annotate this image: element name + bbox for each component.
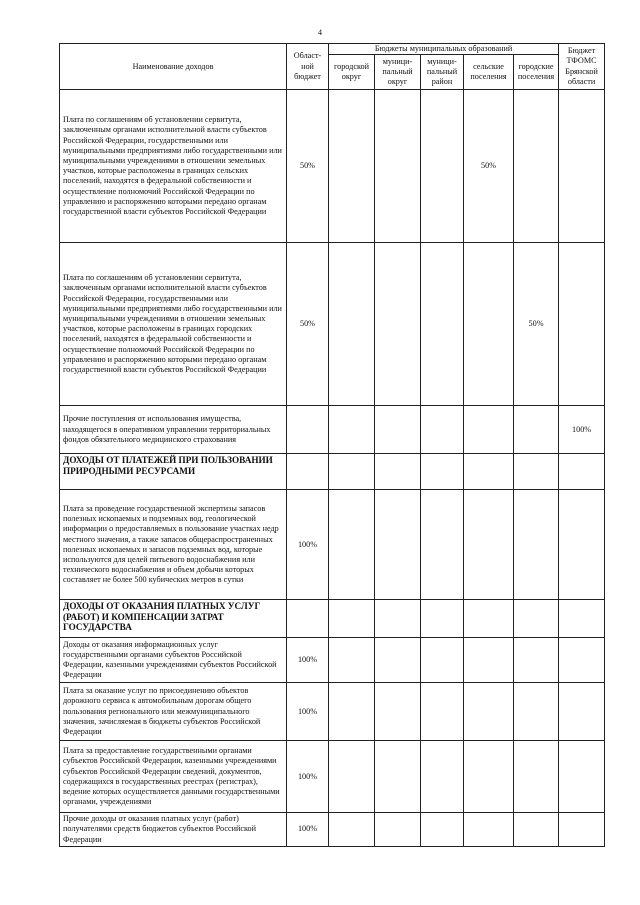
section-row xyxy=(60,600,605,638)
share-cell xyxy=(421,813,464,847)
share-cell: 50% xyxy=(287,243,329,406)
share-cell xyxy=(514,741,559,813)
revenue-name-cell: Плата за проведение государственной экспертизы запасов полезных ископаемых и подземных вод, геологической информации о предоставляемых в пользование участках недр местного значения, а также запасов общераспространенных полезных ископаемых и запасов подземных вод, которые используются для целей питьевого водоснабжения или технического водоснабжения и объем добычи которых составляет не более 500 кубических метров в сутки xyxy=(60,490,287,600)
revenue-name-cell: Прочие доходы от оказания платных услуг (работ) получателями средств бюджетов субъектов Российской Федерации xyxy=(60,813,287,847)
header-revenue-name: Наименование доходов xyxy=(60,44,287,90)
empty-cell xyxy=(559,600,605,638)
share-cell xyxy=(514,406,559,454)
header-tfoms-budget: Бюджет ТФОМС Брянской области xyxy=(559,44,605,90)
share-cell xyxy=(329,490,375,600)
table-row xyxy=(60,490,605,600)
empty-cell xyxy=(559,454,605,490)
empty-cell xyxy=(464,600,514,638)
share-cell: 100% xyxy=(287,638,329,683)
share-cell xyxy=(375,406,421,454)
share-cell xyxy=(329,90,375,243)
share-cell xyxy=(375,490,421,600)
share-cell xyxy=(329,243,375,406)
header-municipal-district: муници- пальный округ xyxy=(375,55,421,90)
revenue-name-cell: Плата по соглашениям об установлении сервитута, заключенным органами исполнительной власти субъектов Российской Федерации, государственными или муниципальными предприятиями либо государственными или муниципальными учреждениями в отношении земельных участков, которые расположены в границах городских поселений, находятся в федеральной собственности и осуществление полномочий Российской Федерации по управлению и распоряжению которыми передано органам государственной власти субъектов Российской Федерации xyxy=(60,243,287,406)
empty-cell xyxy=(287,600,329,638)
table-row xyxy=(60,638,605,683)
share-cell xyxy=(421,243,464,406)
share-cell xyxy=(464,638,514,683)
share-cell xyxy=(375,741,421,813)
share-cell xyxy=(559,243,605,406)
table-row xyxy=(60,406,605,454)
share-cell xyxy=(559,813,605,847)
header-regional-budget: Област- ной бюджет xyxy=(287,44,329,90)
empty-cell xyxy=(421,600,464,638)
share-cell xyxy=(421,490,464,600)
empty-cell xyxy=(514,454,559,490)
empty-cell xyxy=(329,600,375,638)
revenue-name-cell: Доходы от оказания информационных услуг государственными органами субъектов Российской Федерации, казенными учреждениями субъектов Российской Федерации xyxy=(60,638,287,683)
header-urban-settlements: городские поселения xyxy=(514,55,559,90)
revenue-distribution-table xyxy=(59,43,605,847)
header-rural-settlements: сельские поселения xyxy=(464,55,514,90)
share-cell xyxy=(464,490,514,600)
header-municipal-budgets: Бюджеты муниципальных образований xyxy=(329,44,559,55)
share-cell xyxy=(559,90,605,243)
share-cell: 100% xyxy=(287,813,329,847)
share-cell: 100% xyxy=(287,683,329,741)
table-body xyxy=(60,90,605,847)
share-cell xyxy=(464,813,514,847)
revenue-name-cell: Плата за оказание услуг по присоединению объектов дорожного сервиса к автомобильным дорогам общего пользования регионального или межмуниципального значения, зачисляемая в бюджеты субъектов Российской Федерации xyxy=(60,683,287,741)
empty-cell xyxy=(375,600,421,638)
share-cell xyxy=(375,243,421,406)
share-cell xyxy=(375,683,421,741)
table-row xyxy=(60,90,605,243)
share-cell: 100% xyxy=(287,490,329,600)
table-row xyxy=(60,741,605,813)
share-cell: 50% xyxy=(287,90,329,243)
share-cell: 50% xyxy=(514,243,559,406)
section-row xyxy=(60,454,605,490)
share-cell xyxy=(329,683,375,741)
revenue-name-cell: Плата по соглашениям об установлении сервитута, заключенным органами исполнительной власти субъектов Российской Федерации, государственными или муниципальными предприятиями либо государственными или муниципальными учреждениями в отношении земельных участков, которые расположены в границах сельских поселений, находятся в федеральной собственности и осуществление полномочий Российской Федерации по управлению и распоряжению которыми передано органам государственной власти субъектов Российской Федерации xyxy=(60,90,287,243)
header-urban-district: городской округ xyxy=(329,55,375,90)
share-cell xyxy=(559,741,605,813)
share-cell xyxy=(329,638,375,683)
share-cell xyxy=(329,406,375,454)
share-cell: 100% xyxy=(559,406,605,454)
share-cell xyxy=(329,741,375,813)
share-cell: 100% xyxy=(287,741,329,813)
share-cell xyxy=(464,406,514,454)
revenue-name-cell: Плата за предоставление государственными органами субъектов Российской Федерации, казенными учреждениями субъектов Российской Федерации сведений, документов, содержащихся в государственных реестрах (регистрах), ведение которых осуществляется данными государственными органами, учреждениями xyxy=(60,741,287,813)
share-cell xyxy=(559,490,605,600)
empty-cell xyxy=(514,600,559,638)
share-cell xyxy=(514,683,559,741)
empty-cell xyxy=(464,454,514,490)
section-title: ДОХОДЫ ОТ ПЛАТЕЖЕЙ ПРИ ПОЛЬЗОВАНИИ ПРИРОДНЫМИ РЕСУРСАМИ xyxy=(60,454,287,490)
empty-cell xyxy=(329,454,375,490)
revenue-name-cell: Прочие поступления от использования имущества, находящегося в оперативном управлении территориальных фондов обязательного медицинского страхования xyxy=(60,406,287,454)
share-cell xyxy=(421,406,464,454)
table-row xyxy=(60,813,605,847)
share-cell xyxy=(514,638,559,683)
share-cell xyxy=(464,243,514,406)
share-cell xyxy=(514,490,559,600)
share-cell xyxy=(329,813,375,847)
empty-cell xyxy=(421,454,464,490)
table-row xyxy=(60,683,605,741)
share-cell: 50% xyxy=(464,90,514,243)
share-cell xyxy=(559,683,605,741)
share-cell xyxy=(559,638,605,683)
page-number: 4 xyxy=(318,28,322,37)
share-cell xyxy=(421,683,464,741)
section-title: ДОХОДЫ ОТ ОКАЗАНИЯ ПЛАТНЫХ УСЛУГ (РАБОТ) И КОМПЕНСАЦИИ ЗАТРАТ ГОСУДАРСТВА xyxy=(60,600,287,638)
share-cell xyxy=(421,741,464,813)
table-row xyxy=(60,243,605,406)
share-cell xyxy=(287,406,329,454)
header-municipal-area: муници- пальный район xyxy=(421,55,464,90)
share-cell xyxy=(375,813,421,847)
share-cell xyxy=(421,638,464,683)
empty-cell xyxy=(375,454,421,490)
share-cell xyxy=(375,90,421,243)
share-cell xyxy=(464,741,514,813)
share-cell xyxy=(514,813,559,847)
share-cell xyxy=(421,90,464,243)
share-cell xyxy=(375,638,421,683)
share-cell xyxy=(464,683,514,741)
share-cell xyxy=(514,90,559,243)
empty-cell xyxy=(287,454,329,490)
